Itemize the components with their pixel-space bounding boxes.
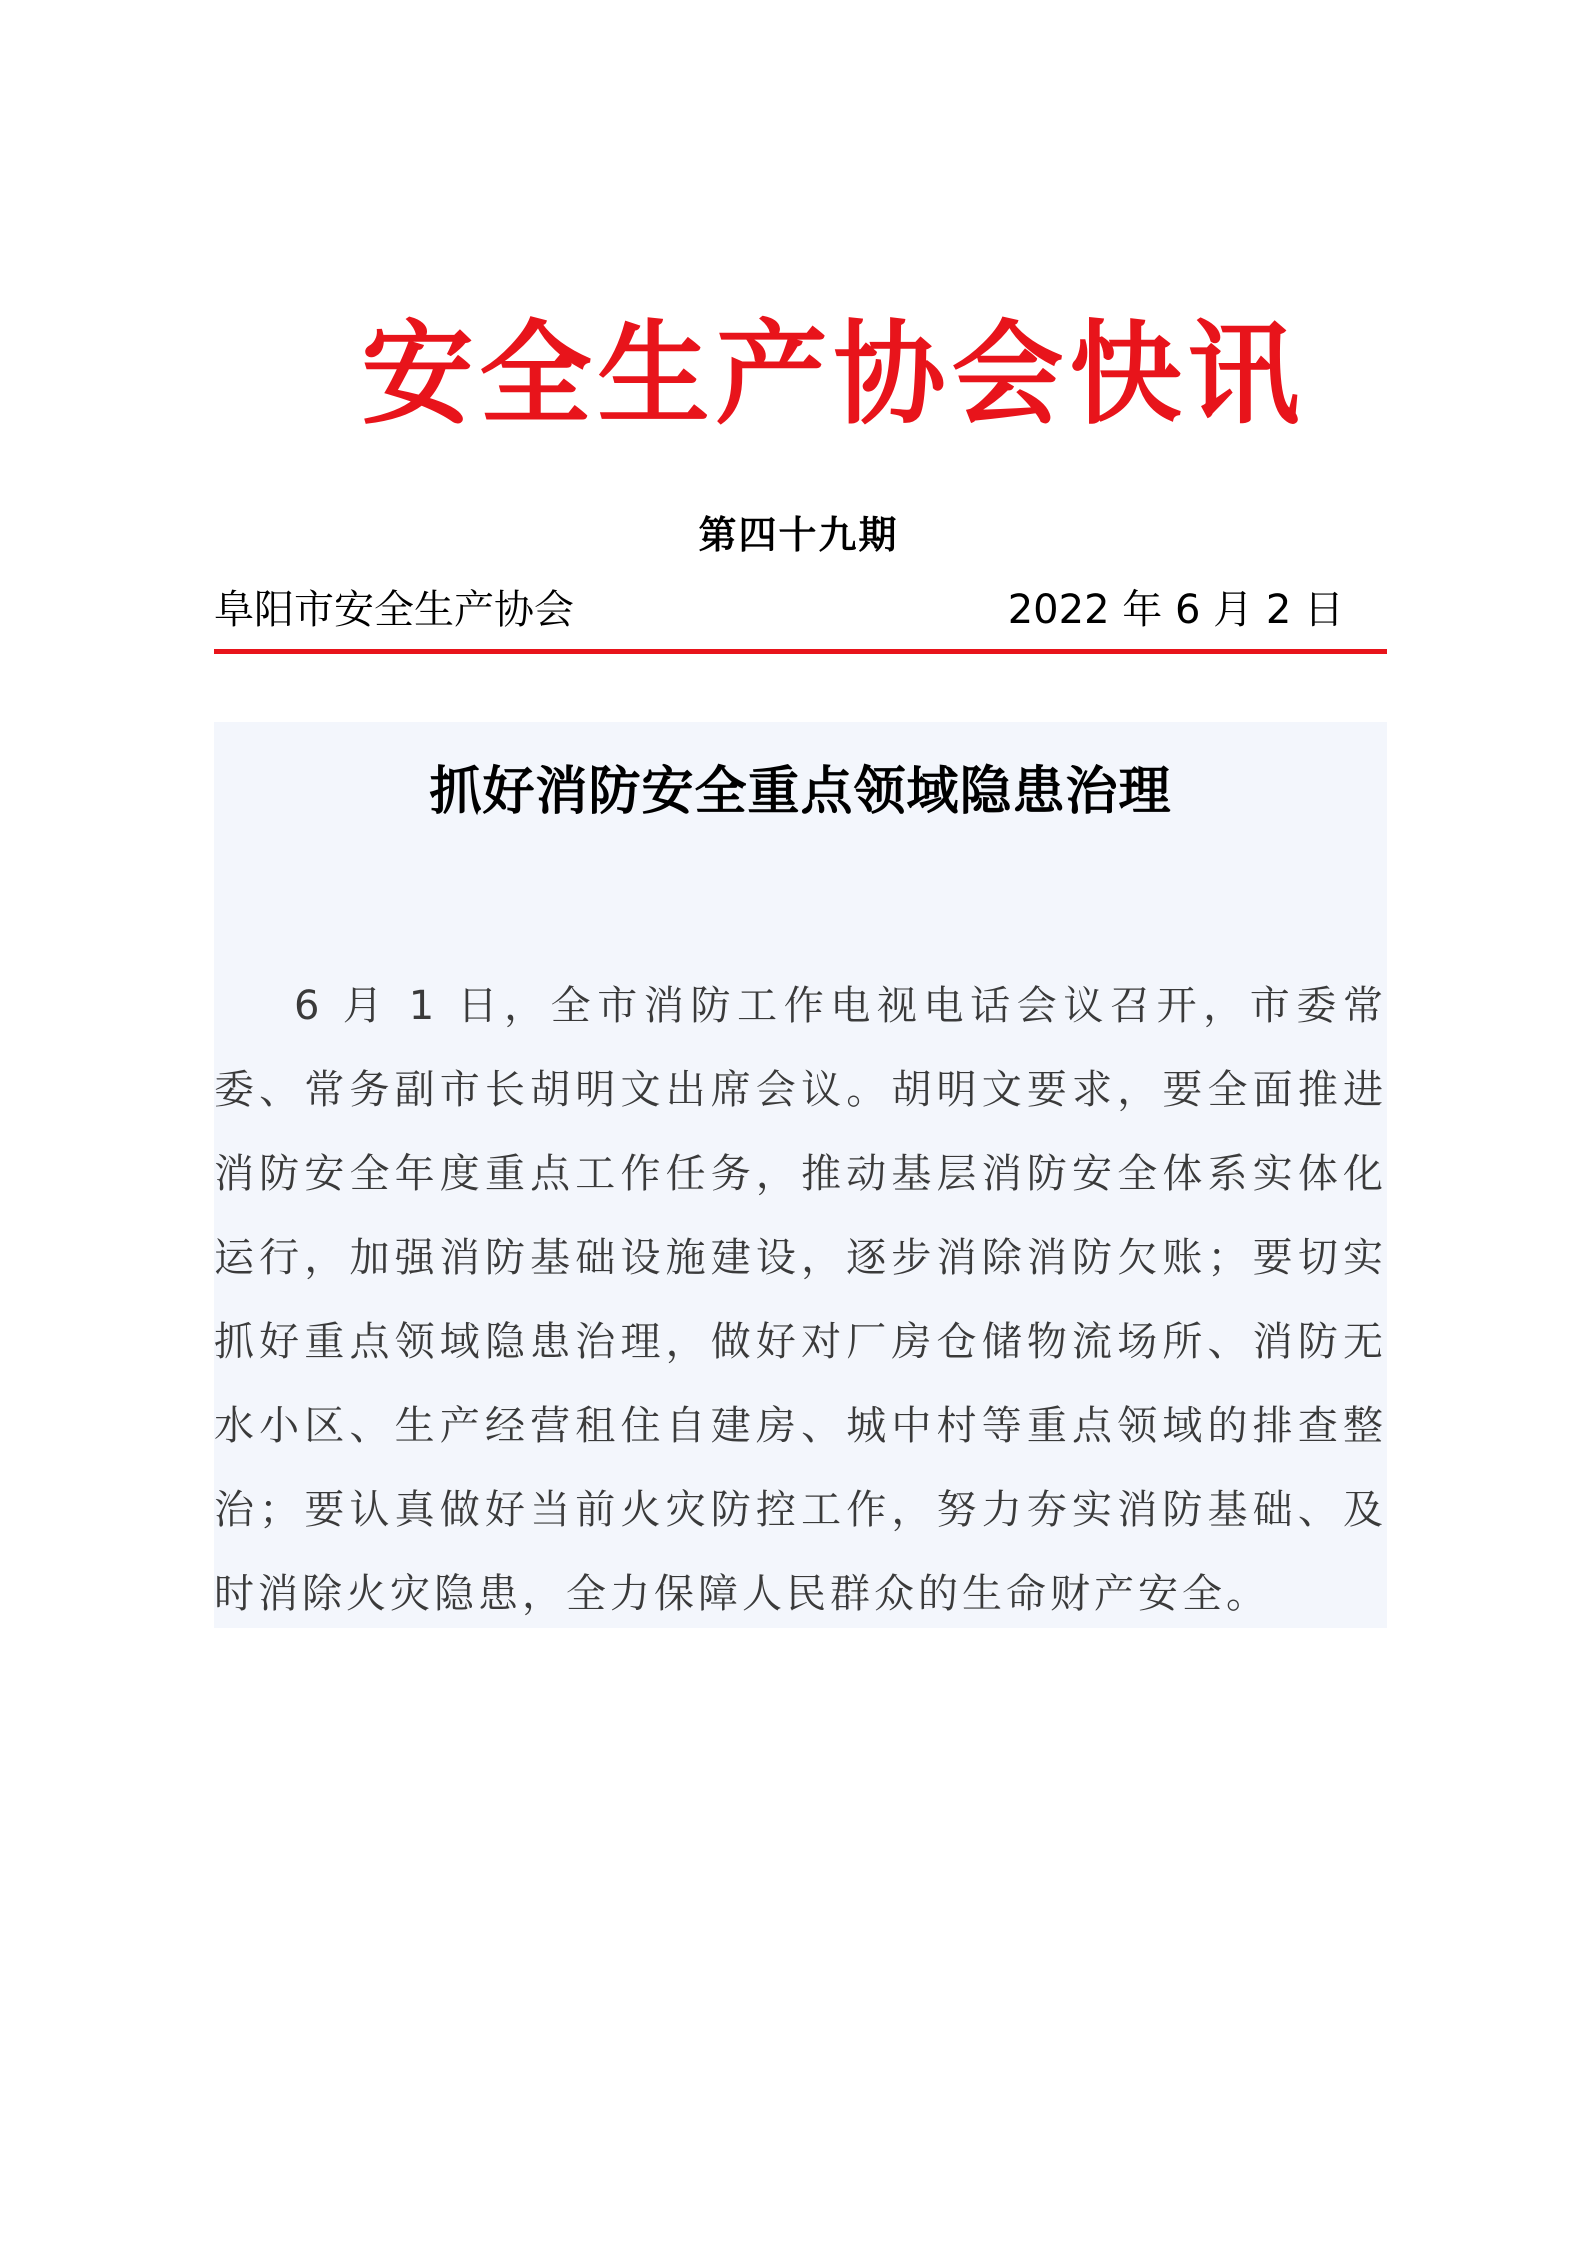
article-body: 6 月 1 日，全市消防工作电视电话会议召开，市委常委、常务副市长胡明文出席会议。胡明文要求，要全面推进消防安全年度重点工作任务，推动基层消防安全体系实体化运行，加强消防基础设施建设，逐步消除消防欠账；要切实抓好重点领域隐患治理，做好对厂房仓储物流场所、消防无水小区、生产经营租住自建房、城中村等重点领域的排查整治；要认真做好当前火灾防控工作，努力夯实消防基础、及时消除火灾隐患，全力保障人民群众的生命财产安全。	[214, 983, 1387, 1617]
article-box	[214, 722, 1387, 1628]
masthead-title: 安全生产协会快讯	[361, 309, 1306, 440]
issue-date: 2022 年 6 月 2 日	[1007, 587, 1344, 633]
masthead	[0, 300, 1587, 450]
article-title: 抓好消防安全重点领域隐患治理	[429, 761, 1172, 822]
red-divider-line	[214, 649, 1387, 654]
publisher-name: 阜阳市安全生产协会	[214, 587, 574, 633]
publisher-row	[214, 580, 1344, 640]
issue-number: 第四十九期	[698, 512, 899, 557]
